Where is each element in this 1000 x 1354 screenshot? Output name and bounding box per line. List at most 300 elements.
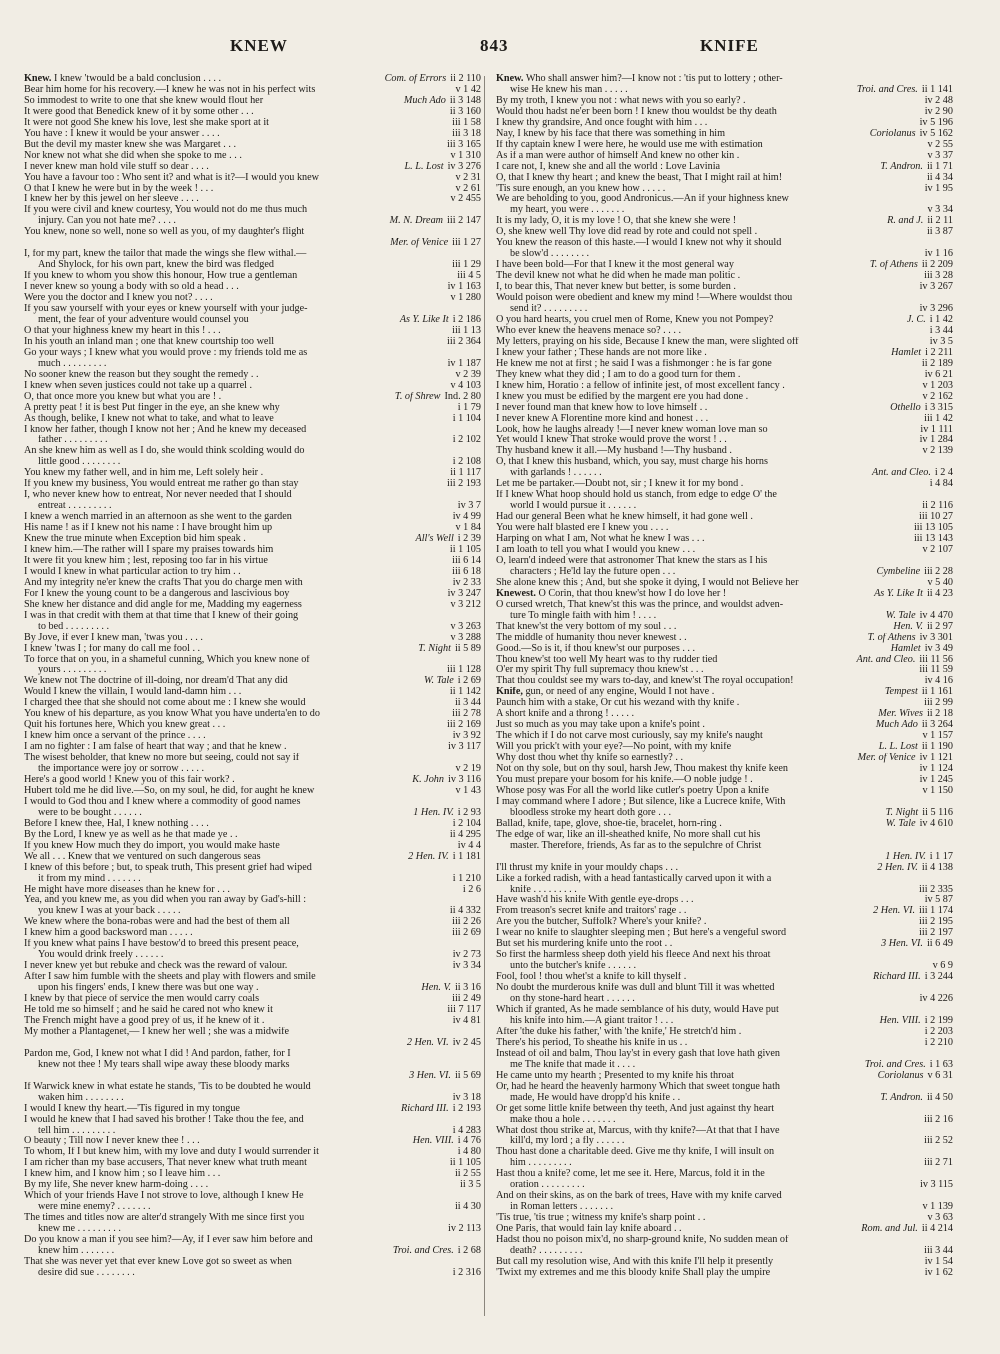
quotation-text: You knew my father well, and in him me, Left solely heir . [24, 468, 264, 479]
concordance-line [24, 348, 481, 359]
quotation-text: Knew. I knew 'twould be a bald conclusion . . . . [24, 74, 222, 84]
quotation-text: Look, how he laughs already !—I never knew woman love man so [496, 424, 768, 435]
concordance-line [24, 665, 481, 676]
quotation-text: But the devil my master knew she was Margaret . . . [24, 139, 237, 150]
quotation-text: in Roman letters . . . . . . . [510, 1202, 613, 1213]
concordance-line [24, 490, 481, 501]
header-left-word: KNEW [230, 36, 288, 55]
act-scene-line: ii 1 161 [921, 687, 953, 698]
act-scene-line: i 1 79 [457, 402, 481, 413]
quotation-text: An she knew him as well as I do, she would think scolding would do [24, 446, 305, 457]
concordance-line [496, 337, 953, 348]
act-scene-line: iv 1 16 [924, 249, 953, 260]
concordance-line [496, 808, 953, 819]
play-reference: Much Ado [875, 720, 918, 731]
concordance-line [24, 227, 481, 238]
concordance-line [24, 841, 481, 852]
quotation-text: I knew when seven justices could not take up a quarrel . [24, 380, 253, 391]
quotation-text: Let me be partaker.—Doubt not, sir ; I knew it for my bond . [496, 479, 744, 490]
quotation-text: knew me . . . . . . . . . [38, 1224, 121, 1235]
play-reference: 2 Hen. VI. [873, 906, 916, 917]
concordance-line [24, 917, 481, 928]
quotation-text: him . . . . . . . . . [510, 1158, 572, 1169]
act-scene-line: ii 4 295 [449, 829, 481, 840]
concordance-line [24, 216, 481, 227]
act-scene-line: iii 2 364 [447, 336, 481, 347]
quotation-text: The devil knew not what he did when he made man politic . [496, 271, 741, 282]
act-scene-line: iv 1 187 [447, 358, 481, 369]
quotation-text: father . . . . . . . . . [38, 435, 108, 446]
quotation-text: made, He would have dropp'd his knife . . [510, 1092, 681, 1103]
quotation-text: One Paris, that would fain lay knife aboard . . [496, 1224, 682, 1235]
quotation-text: my heart, you were . . . . . . . [510, 205, 625, 216]
quotation-text: I knew thy grandsire, And once fought with him . . . [496, 117, 708, 128]
play-reference: Ant. and Cleo. [872, 468, 931, 479]
concordance-line [24, 852, 481, 863]
quotation-text: Yet would I knew That stroke would prove the worst ! . . [496, 435, 727, 446]
quotation-text: If you knew my business, You would entreat me rather go than stay [24, 479, 299, 490]
concordance-line [24, 655, 481, 666]
act-scene-line: i 4 76 [457, 1136, 481, 1147]
play-reference: Hamlet [890, 643, 921, 654]
quotation-text: send it? . . . . . . . . . [510, 304, 588, 315]
play-reference: Troi. and Cres. [856, 84, 918, 95]
quotation-text: The middle of humanity thou never knewest . . [496, 632, 687, 643]
quotation-text: O you hard hearts, you cruel men of Rome, Knew you not Pompey? [496, 314, 774, 325]
concordance-line [496, 1016, 953, 1027]
quotation-text: be slow'd . . . . . . . . [510, 249, 590, 260]
quotation-text: It were good that Benedick knew of it by some other . . . [24, 106, 254, 117]
concordance-line [24, 1027, 481, 1038]
act-scene-line: v 1 84 [455, 523, 481, 534]
concordance-line [24, 501, 481, 512]
quotation-text: And Shylock, for his own part, knew the bird was fledged [38, 260, 274, 271]
concordance-line [24, 775, 481, 786]
quotation-text: I, for my part, knew the tailor that made the wings she flew withal.— [24, 249, 307, 260]
quotation-text: Had our general Been what he knew himself, it had gone well . [496, 512, 753, 523]
act-scene-line: iv 1 163 [447, 282, 481, 293]
act-scene-line: ii 3 87 [926, 227, 953, 238]
concordance-line [24, 140, 481, 151]
play-reference: 1 Hen. IV. [413, 807, 454, 818]
act-scene-line: iii 2 52 [924, 1136, 953, 1147]
act-scene-line: ii 2 189 [921, 358, 953, 369]
concordance-line [496, 1049, 953, 1060]
play-reference: Coriolanus [877, 1070, 924, 1081]
concordance-line [496, 216, 953, 227]
concordance-line [496, 1104, 953, 1115]
concordance-line [496, 271, 953, 282]
concordance-line [24, 808, 481, 819]
concordance-line [24, 1016, 481, 1027]
concordance-line [24, 764, 481, 775]
quotation-text: I would I knew thy heart.—'Tis figured in my tongue [24, 1103, 240, 1114]
quotation-text: Were you the doctor and I knew you not? . . . . [24, 293, 213, 304]
quotation-text: I would he knew that I had saved his brother ! Take thou the fee, and [24, 1114, 304, 1125]
act-scene-line: i 2 104 [452, 818, 481, 829]
act-scene-line: iv 3 49 [924, 643, 953, 654]
act-scene-line: iv 4 81 [452, 1015, 481, 1026]
act-scene-line: i 3 44 [929, 325, 953, 336]
quotation-text: Here's a good world ! Knew you of this fair work? . [24, 775, 235, 785]
quotation-text: Thy husband knew it all.—My husband !—Thy husband . [496, 446, 732, 457]
concordance-line [24, 1169, 481, 1180]
quotation-text: If you knew to whom you show this honour, How true a gentleman [24, 271, 298, 282]
act-scene-line: i 2 102 [452, 435, 481, 446]
quotation-text: A short knife and a throng ! . . . . . [496, 709, 635, 720]
concordance-line [496, 1180, 953, 1191]
act-scene-line: ii 3 44 [454, 698, 481, 709]
act-scene-line: iii 2 78 [452, 709, 481, 720]
quotation-text: knew him . . . . . . . [38, 1245, 115, 1256]
concordance-line [24, 162, 481, 173]
quotation-text: Nor knew not what she did when she spoke to me . . . [24, 150, 242, 161]
concordance-line [24, 1060, 481, 1071]
concordance-line [24, 556, 481, 567]
act-scene-line: iii 2 147 [447, 216, 481, 227]
concordance-line [496, 249, 953, 260]
quotation-text: ment, the fear of your adventure would counsel you [38, 314, 249, 325]
act-scene-line: ii 2 18 [926, 709, 953, 720]
act-scene-line: ii 2 11 [927, 216, 953, 227]
act-scene-line: ii 4 50 [926, 1092, 953, 1103]
concordance-line [496, 994, 953, 1005]
act-scene-line: v 1 203 [922, 380, 953, 391]
quotation-text: 'Twixt my extremes and me this bloody knife Shall play the umpire [496, 1267, 771, 1278]
act-scene-line: iii 11 56 [919, 654, 953, 665]
act-scene-line: v 2 107 [922, 544, 953, 555]
play-reference: Hen. V. [893, 621, 923, 632]
concordance-line [496, 403, 953, 414]
concordance-line [24, 534, 481, 545]
concordance-line [496, 392, 953, 403]
quotation-text: You knew the reason of this haste.—I would I knew not why it should [496, 238, 782, 249]
concordance-line [496, 731, 953, 742]
concordance-line [496, 764, 953, 775]
play-reference: Troi. and Cres. [392, 1245, 454, 1256]
quotation-text: So immodest to write to one that she knew would flout her [24, 95, 264, 106]
quotation-text: I knew of this before ; but, to speak truth, This present grief had wiped [24, 862, 312, 873]
act-scene-line: ii 1 71 [926, 161, 953, 172]
concordance-line [496, 753, 953, 764]
act-scene-line: i 2 316 [452, 1267, 481, 1278]
quotation-text: Just so much as you may take upon a knife's point . [496, 720, 705, 731]
concordance-line [24, 1257, 481, 1268]
concordance-line [24, 1136, 481, 1147]
act-scene-line: ii 1 141 [921, 84, 953, 95]
concordance-line [496, 698, 953, 709]
concordance-line [24, 633, 481, 644]
act-scene-line: ii 4 23 [926, 588, 953, 599]
act-scene-line: iii 2 49 [452, 994, 481, 1005]
quotation-text: Whose posy was For all the world like cutler's poetry Upon a knife [496, 785, 769, 796]
act-scene-line: v 1 150 [922, 785, 953, 796]
act-scene-line: ii 1 142 [449, 687, 481, 698]
quotation-text: Nay, I knew by his face that there was something in him [496, 128, 726, 139]
quotation-text: world I would pursue it . . . . . . [510, 501, 637, 512]
act-scene-line: i 4 80 [457, 1147, 481, 1158]
quotation-text: Hubert told me he did live.—So, on my soul, he did, for aught he knew [24, 785, 315, 796]
quotation-text: I knew her by this jewel on her sleeve . . . . [24, 194, 199, 205]
quotation-text: That knew'st the very bottom of my soul . . . [496, 621, 677, 632]
act-scene-line: i 2 4 [934, 468, 953, 479]
concordance-line [496, 961, 953, 972]
concordance-line [496, 983, 953, 994]
act-scene-line: iii 2 99 [924, 698, 953, 709]
act-scene-line: iv 4 4 [457, 840, 481, 851]
quotation-text: I knew a wench married in an afternoon as she went to the garden [24, 512, 292, 523]
quotation-text: You must prepare your bosom for his knife.—O noble judge ! . [496, 775, 753, 785]
concordance-line [24, 895, 481, 906]
act-scene-line: iii 11 59 [919, 665, 953, 676]
concordance-line [496, 1027, 953, 1038]
quotation-text: unto the butcher's knife . . . . . . [510, 961, 637, 972]
act-scene-line: ii 1 105 [449, 1158, 481, 1169]
concordance-line [496, 1202, 953, 1213]
quotation-text: Would poison were obedient and knew my mind !—Where wouldst thou [496, 293, 793, 304]
concordance-line [24, 129, 481, 140]
act-scene-line: ii 1 105 [449, 544, 481, 555]
act-scene-line: iv 4 99 [452, 512, 481, 523]
concordance-line [496, 501, 953, 512]
quotation-text: I'll thrust my knife in your mouldy chaps . . . [496, 862, 679, 873]
concordance-line [496, 1071, 953, 1082]
concordance-line [24, 403, 481, 414]
act-scene-line: ii 4 34 [926, 172, 953, 183]
quotation-text: She knew her distance and did angle for me, Madding my eagerness [24, 599, 302, 610]
quotation-text: And on their skins, as on the bark of trees, Have with my knife carved [496, 1191, 782, 1202]
concordance-line [24, 1246, 481, 1257]
concordance-line [496, 151, 953, 162]
quotation-text: Yea, and you knew me, as you did when you ran away by Gad's-hill : [24, 895, 307, 906]
quotation-text: We knew not The doctrine of ill-doing, nor dream'd That any did [24, 676, 288, 687]
concordance-line [24, 282, 481, 293]
concordance-line [24, 271, 481, 282]
play-reference: 3 Hen. VI. [881, 939, 923, 950]
quotation-text: We knew where the bona-robas were and had the best of them all [24, 917, 290, 928]
concordance-line [496, 1224, 953, 1235]
act-scene-line: iii 1 58 [452, 117, 481, 128]
act-scene-line: iv 3 7 [457, 501, 481, 512]
act-scene-line: iii 1 42 [924, 413, 953, 424]
concordance-line [24, 370, 481, 381]
concordance-line [24, 1213, 481, 1224]
quotation-text: on thy stone-hard heart . . . . . . [510, 994, 635, 1005]
concordance-line [496, 1169, 953, 1180]
act-scene-line: i 3 315 [924, 402, 953, 413]
play-reference: W. Tale [423, 676, 454, 687]
concordance-line [496, 1093, 953, 1104]
column-divider [484, 76, 485, 1316]
act-scene-line: ii 3 148 [449, 95, 481, 106]
quotation-text: I may command where I adore ; But silence, like a Lucrece knife, With [496, 796, 786, 807]
concordance-line [496, 885, 953, 896]
quotation-text: What dost thou strike at, Marcus, with thy knife?—At that that I have [496, 1125, 780, 1136]
play-reference: Hen. VIII. [412, 1136, 454, 1147]
concordance-line [496, 359, 953, 370]
concordance-line [24, 567, 481, 578]
play-reference: 1 Hen. IV. [885, 851, 926, 862]
act-scene-line: iv 3 116 [447, 775, 481, 785]
act-scene-line: iv 1 245 [919, 775, 953, 785]
act-scene-line: i 1 63 [929, 1059, 953, 1070]
concordance-line [496, 633, 953, 644]
quotation-text: Are you the butcher, Suffolk? Where's your knife? . [496, 917, 707, 928]
act-scene-line: ii 2 209 [921, 260, 953, 271]
quotation-text: I would I knew in what particular action to try him . . [24, 566, 241, 577]
quotation-text: 'Tis true, 'tis true ; witness my knife's sharp point . . [496, 1213, 706, 1224]
quotation-text: O, learn'd indeed were that astronomer That knew the stars as I his [496, 555, 768, 566]
concordance-line [496, 1038, 953, 1049]
quotation-text: By my troth, I knew you not : what news with you so early? . [496, 95, 746, 106]
quotation-text: A pretty peat ! it is best Put finger in the eye, an she knew why [24, 402, 280, 413]
play-reference: Richard III. [400, 1103, 449, 1114]
play-reference: J. C. [906, 314, 926, 325]
concordance-line [496, 293, 953, 304]
concordance-line [496, 742, 953, 753]
quotation-text: So first the harmless sheep doth yield his fleece And next his throat [496, 950, 771, 961]
concordance-line [24, 863, 481, 874]
concordance-line [496, 1213, 953, 1224]
act-scene-line: iv 2 113 [447, 1224, 481, 1235]
quotation-text: I know her father, though I know not her ; And he knew my deceased [24, 424, 307, 435]
quotation-text: From treason's secret knife and traitors' rage . . [496, 906, 687, 917]
quotation-text: She alone knew this ; And, but she spoke it dying, I would not Believe her [496, 577, 799, 588]
concordance-line [496, 797, 953, 808]
act-scene-line: iv 1 284 [919, 435, 953, 446]
concordance-line [24, 425, 481, 436]
quotation-text: make thou a hole . . . . . . . [510, 1114, 616, 1125]
concordance-line [496, 841, 953, 852]
concordance-line [24, 1049, 481, 1060]
quotation-text: Who ever knew the heavens menace so? . . . . [496, 325, 681, 336]
quotation-text: his knife into him.—A giant traitor ! . . . [510, 1015, 674, 1026]
quotation-text: Would I knew the villain, I would land-damn him . . . [24, 687, 242, 698]
quotation-text: O'er my spirit Thy full supremacy thou knew'st . . . [496, 665, 704, 676]
play-reference: Much Ado [403, 95, 446, 106]
play-reference: 2 Hen. IV. [408, 851, 449, 862]
quotation-text: My mother a Plantagenet,— I knew her well ; she was a midwife [24, 1026, 290, 1037]
act-scene-line: iv 4 16 [924, 676, 953, 687]
concordance-line [24, 797, 481, 808]
act-scene-line: v 1 139 [922, 1202, 953, 1213]
quotation-text: I knew him, Horatio : a fellow of infinite jest, of most excellent fancy . [496, 380, 785, 391]
concordance-line [24, 512, 481, 523]
concordance-line [24, 1202, 481, 1213]
concordance-line [24, 545, 481, 556]
act-scene-line: iii 1 128 [447, 665, 481, 676]
concordance-line [24, 184, 481, 195]
concordance-line [496, 162, 953, 173]
concordance-line [24, 1126, 481, 1137]
act-scene-line: iv 3 34 [452, 961, 481, 972]
quotation-text: But set his murdering knife unto the root . . [496, 939, 673, 950]
concordance-line [24, 698, 481, 709]
act-scene-line: i 1 17 [929, 851, 953, 862]
quotation-text: I, who never knew how to entreat, Nor never needed that I should [24, 490, 292, 501]
quotation-text: It were fit you knew him ; lest, reposing too far in his virtue [24, 555, 268, 566]
play-reference: Hamlet [891, 347, 922, 358]
quotation-text: master. Therefore, friends, As far as to the sepulchre of Christ [510, 840, 762, 851]
act-scene-line: ii 3 5 [460, 1180, 481, 1191]
play-reference: R. and J. [887, 216, 924, 227]
quotation-text: If I knew What hoop should hold us stanch, from edge to edge O' the [496, 490, 777, 501]
concordance-line [496, 260, 953, 271]
quotation-text: I knew your father ; These hands are not more like . [496, 347, 707, 358]
concordance-line [496, 490, 953, 501]
act-scene-line: iv 3 296 [919, 304, 953, 315]
quotation-text: My letters, praying on his side, Because I knew the man, were slighted off [496, 336, 799, 347]
quotation-text: O, that I knew this husband, which, you say, must charge his horns [496, 457, 768, 468]
quotation-text: Thou knew'st too well My heart was to thy rudder tied [496, 654, 718, 665]
play-reference: Mer. Wives [878, 709, 923, 720]
quotation-text: By my life, She never knew harm-doing . . . . [24, 1180, 209, 1191]
act-scene-line: v 1 43 [455, 785, 481, 796]
quotation-text: And my integrity ne'er knew the crafts That you do charge men with [24, 577, 303, 588]
concordance-line [24, 1224, 481, 1235]
act-scene-line: v 5 40 [927, 577, 953, 588]
act-scene-line: iv 4 470 [919, 610, 953, 621]
quotation-text: O beauty ; Till now I never knew thee ! . . . [24, 1136, 200, 1147]
act-scene-line: iv 2 90 [924, 106, 953, 117]
act-scene-line: iii 7 117 [447, 1005, 481, 1016]
concordance-line [24, 742, 481, 753]
play-reference: T. Andron. [880, 161, 923, 172]
header-right-word: KNIFE [700, 36, 759, 55]
play-reference: W. Tale [885, 610, 916, 621]
concordance-line [24, 906, 481, 917]
act-scene-line: iv 2 33 [452, 577, 481, 588]
concordance-line [496, 917, 953, 928]
quotation-text: Which of your friends Have I not strove to love, although I knew He [24, 1191, 304, 1202]
concordance-line [24, 731, 481, 742]
concordance-line [24, 1268, 481, 1279]
concordance-line [496, 589, 953, 600]
quotation-text: I, to bear this, That never knew but better, is some burden . [496, 282, 736, 293]
act-scene-line: iii 2 71 [924, 1158, 953, 1169]
quotation-text: We are beholding to you, good Andronicus.—An if your highness knew [496, 194, 789, 205]
concordance-line [496, 819, 953, 830]
play-reference: L. L. Lost [404, 161, 444, 172]
act-scene-line: iv 3 267 [919, 282, 953, 293]
concordance-line [24, 468, 481, 479]
concordance-line [496, 611, 953, 622]
concordance-line [496, 315, 953, 326]
concordance-line [24, 994, 481, 1005]
act-scene-line: v 3 37 [927, 150, 953, 161]
quotation-text: Hast thou a knife? come, let me see it. Here, Marcus, fold it in the [496, 1169, 765, 1180]
headword: Knew. [24, 74, 52, 84]
quotation-text: If thy captain knew I were here, he would use me with estimation [496, 139, 763, 150]
play-reference: T. of Shrew [394, 391, 441, 402]
concordance-line [496, 895, 953, 906]
play-reference: T. Night [885, 807, 919, 818]
quotation-text: Thou hast done a charitable deed. Give me thy knife, I will insult on [496, 1147, 775, 1158]
quotation-text: Harping on what I am, Not what he knew I was . . . [496, 534, 705, 545]
act-scene-line: i 4 283 [452, 1125, 481, 1136]
concordance-line [496, 205, 953, 216]
quotation-text: O cursed wretch, That knew'st this was the prince, and wouldst adven- [496, 599, 784, 610]
concordance-line [24, 819, 481, 830]
concordance-line [496, 1246, 953, 1257]
act-scene-line: Ind. 2 80 [444, 391, 481, 402]
concordance-line [24, 1235, 481, 1246]
concordance-line [496, 676, 953, 687]
concordance-line [496, 129, 953, 140]
quotation-text: I am no fighter : I am false of heart that way ; and that he knew . [24, 742, 287, 753]
act-scene-line: iii 4 5 [457, 271, 481, 282]
concordance-line [24, 600, 481, 611]
